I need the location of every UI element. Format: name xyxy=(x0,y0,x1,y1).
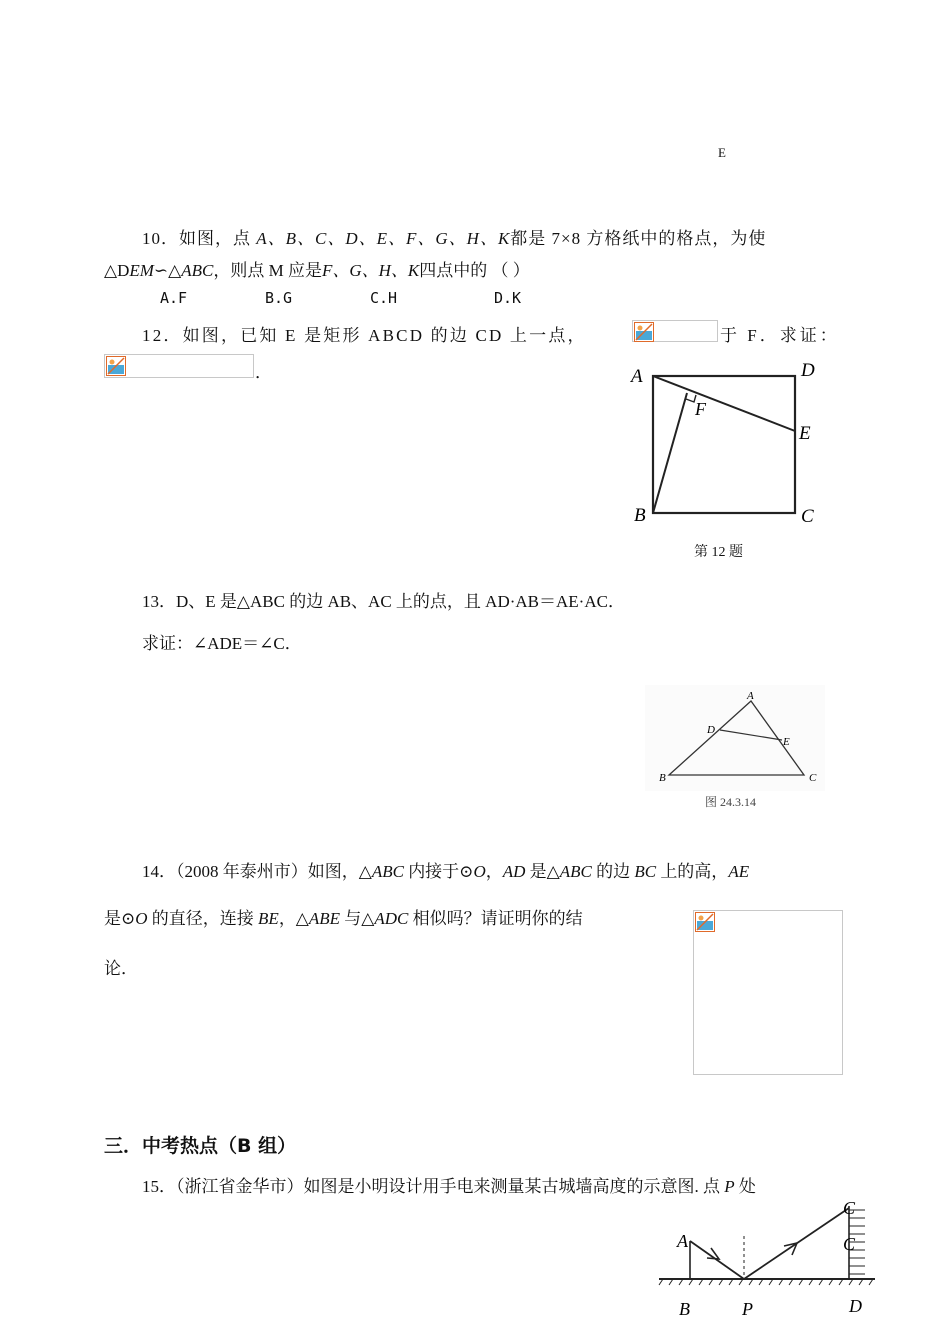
t: BE xyxy=(258,909,279,928)
t: 相似吗？请证明你的结 xyxy=(408,909,583,928)
segment-ae xyxy=(653,376,795,431)
label-a: A xyxy=(677,1231,688,1251)
q10-fghk: F、G、H、K xyxy=(321,261,420,280)
q14-line2 xyxy=(104,904,583,929)
t: ADC xyxy=(374,909,409,928)
label-p: P xyxy=(742,1299,753,1319)
label-b: B xyxy=(679,1299,690,1319)
q10-option-d: D.K xyxy=(494,289,522,307)
q12-figure xyxy=(626,355,826,530)
q10-line2 xyxy=(104,256,530,281)
t: ABC xyxy=(371,862,404,881)
t: 处 xyxy=(734,1177,756,1196)
q10-text-g: 四点中的 （ ） xyxy=(419,261,530,280)
q10-em: EM xyxy=(129,261,154,280)
broken-image-icon xyxy=(106,356,126,376)
t: ABE xyxy=(308,909,341,928)
ray-ap xyxy=(690,1241,744,1279)
t: 是△ xyxy=(525,862,560,881)
q13-caption: 图 24.3.14 xyxy=(705,795,757,809)
q12-line1-tail: 于 F．求证： xyxy=(720,326,840,345)
q12-line1: 12．如图，已知 E 是矩形 ABCD 的边 CD 上一点， xyxy=(142,326,587,345)
t: 上的高， xyxy=(656,862,729,881)
t: ABC xyxy=(559,862,592,881)
t: AE xyxy=(728,862,750,881)
q10-line1 xyxy=(142,224,766,249)
t: 的直径，连接 xyxy=(147,909,259,928)
q12-missing-image-2 xyxy=(104,354,254,378)
broken-image-icon xyxy=(695,912,715,932)
q12-caption: 第 12 题 xyxy=(694,545,743,560)
t: 的边 xyxy=(591,862,635,881)
q15-line1 xyxy=(142,1172,756,1197)
q10-option-c: C.H xyxy=(370,289,398,307)
q10-similar: ∽△ xyxy=(153,261,182,280)
q10-option-b: B.G xyxy=(265,289,293,307)
q10-number: 10． xyxy=(142,229,179,248)
label-f: F xyxy=(695,399,706,419)
q10-tri-d: △D xyxy=(104,261,130,280)
label-e: E xyxy=(783,736,790,748)
q13-figure xyxy=(645,685,825,815)
q14-line1 xyxy=(142,857,749,882)
t: 14．（2008 年泰州市）如图，△ xyxy=(142,862,372,881)
t: ， xyxy=(485,862,503,881)
t: O xyxy=(135,909,148,928)
t: ，△ xyxy=(278,909,309,928)
label-a: A xyxy=(747,690,754,702)
q10-option-a: A.F xyxy=(160,289,188,307)
q12-missing-image-1 xyxy=(632,320,718,342)
t: 与△ xyxy=(340,909,375,928)
segment-bf xyxy=(653,393,687,513)
label-c: C xyxy=(801,506,814,527)
q10-text-a: 如图，点 xyxy=(179,229,251,248)
t: O xyxy=(473,862,486,881)
top-label: E xyxy=(718,145,726,160)
t: BC xyxy=(634,862,657,881)
q10-abc: ABC xyxy=(181,261,214,280)
rectangle-abcd xyxy=(653,376,795,513)
t: AD xyxy=(502,862,526,881)
section-3-heading: 三．中考热点（B 组） xyxy=(104,1135,297,1157)
q12-line2-tail: ． xyxy=(255,363,272,382)
q13-line2: 求证：∠ADE＝∠C． xyxy=(142,634,302,653)
label-c-mid: C xyxy=(843,1234,856,1254)
t: 15．（浙江省金华市）如图是小明设计用手电来测量某古城墙高度的示意图. 点 xyxy=(142,1177,725,1196)
label-d: D xyxy=(707,724,715,736)
q10-points: A、B、C、D、E、F、G、H、K xyxy=(256,229,511,248)
label-b: B xyxy=(659,772,666,784)
label-a: A xyxy=(631,366,643,387)
label-c-top: C xyxy=(843,1198,856,1218)
q14-missing-image xyxy=(693,910,843,1075)
label-e: E xyxy=(799,423,811,444)
label-d: D xyxy=(849,1296,862,1316)
q13-line1: 13．D、E 是△ABC 的边 AB、AC 上的点，且 AD·AB＝AE·AC． xyxy=(142,592,625,611)
label-d: D xyxy=(801,360,815,381)
q10-text-b: 都是 7×8 方格纸中的格点，为使 xyxy=(510,229,767,248)
q10-text-e: ，则点 M 应是 xyxy=(213,261,322,280)
t: P xyxy=(724,1177,735,1196)
q15-figure xyxy=(655,1196,880,1342)
t: 内接于⊙ xyxy=(403,862,474,881)
label-b: B xyxy=(634,505,646,526)
label-c: C xyxy=(809,772,817,784)
broken-image-icon xyxy=(634,322,654,342)
t: 是⊙ xyxy=(104,909,136,928)
q14-line3: 论． xyxy=(104,959,138,978)
